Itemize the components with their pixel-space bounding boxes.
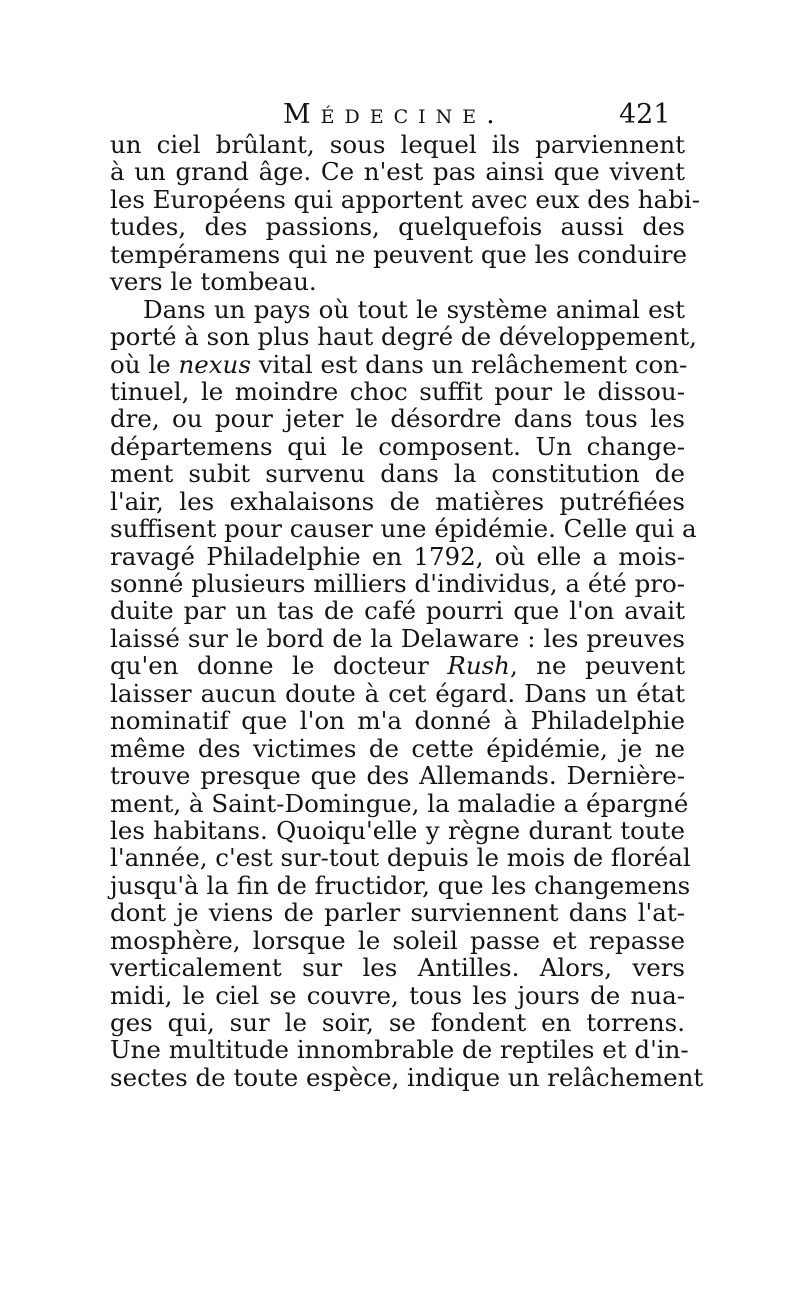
- text-line: tudes, des passions, quelquefois aussi des: [110, 212, 685, 242]
- text-line: à un grand âge. Ce n'est pas ainsi que vivent: [110, 157, 685, 187]
- text-line: ges qui, sur le soir, se fondent en torrens.: [110, 1008, 685, 1037]
- text-line: ment, à Saint-Domingue, la maladie a épargné: [110, 788, 689, 818]
- text-line: sonné plusieurs milliers d'individus, a été pro-: [110, 569, 685, 598]
- text-line: ment subit survenu dans la constitution de: [110, 459, 685, 489]
- paragraph-start-line: Dans un pays où tout le système animal est: [143, 294, 685, 324]
- text-run: où le: [110, 349, 179, 379]
- text-run: vital est dans un relâchement con-: [250, 349, 688, 379]
- text-line: les habitans. Quoiqu'elle y règne durant toute: [110, 815, 685, 845]
- text-line: porté à son plus haut degré de développement,: [110, 322, 697, 352]
- text-run: qu'en donne le docteur: [110, 651, 448, 681]
- text-line: les Européens qui apportent avec eux des habi-: [110, 184, 700, 214]
- text-run: , ne peuvent: [509, 651, 685, 681]
- italic-term: Rush: [447, 651, 510, 681]
- text-line: laisser aucun doute à cet égard. Dans un état: [110, 678, 685, 708]
- text-line: l'année, c'est sur-tout depuis le mois de floréal: [110, 843, 691, 873]
- text-line: duite par un tas de café pourri que l'on avait: [110, 596, 685, 626]
- running-title: Médecine.: [283, 99, 505, 130]
- text-line-with-italic: [110, 349, 688, 379]
- text-line: Une multitude innombrable de reptiles et d'in-: [110, 1035, 689, 1065]
- body-text: [110, 130, 704, 1092]
- text-line: midi, le ciel se couvre, tous les jours de nua-: [110, 980, 685, 1010]
- text-line: laissé sur le bord de la Delaware : les preuves: [110, 623, 685, 653]
- text-line: jusqu'à la fin de fructidor, que les changemens: [110, 870, 691, 900]
- text-line: mosphère, lorsque le soleil passe et repasse: [110, 925, 685, 955]
- text-line: nominatif que l'on m'a donné à Philadelphie: [110, 706, 685, 736]
- text-line: trouve presque que des Allemands. Dernière-: [110, 761, 685, 791]
- paragraph-end-line: vers le tombeau.: [110, 267, 317, 297]
- text-line: départemens qui le composent. Un change-: [110, 431, 685, 461]
- text-line-with-italic: [110, 652, 685, 679]
- italic-term: nexus: [178, 349, 251, 379]
- text-line: tempéramens qui ne peuvent que les conduire: [110, 239, 688, 269]
- running-head: [0, 98, 800, 132]
- text-line: dont je viens de parler surviennent dans l'at-: [110, 898, 685, 928]
- text-line: sectes de toute espèce, indique un relâchement: [110, 1062, 704, 1092]
- text-line: dre, ou pour jeter le désordre dans tous les: [110, 404, 685, 434]
- text-line: l'air, les exhalaisons de matières putréfiées: [110, 486, 685, 516]
- text-line: même des victimes de cette épidémie, je ne: [110, 733, 685, 763]
- text-line: suffisent pour causer une épidémie. Celle qui a: [110, 514, 697, 544]
- text-line: un ciel brûlant, sous lequel ils parviennent: [110, 130, 685, 159]
- text-line: ravagé Philadelphie en 1792, où elle a mois-: [110, 541, 685, 571]
- text-line: tinuel, le moindre choc suffit pour le dissou-: [110, 376, 685, 406]
- page-number: 421: [619, 99, 671, 130]
- text-line: verticalement sur les Antilles. Alors, vers: [110, 953, 685, 983]
